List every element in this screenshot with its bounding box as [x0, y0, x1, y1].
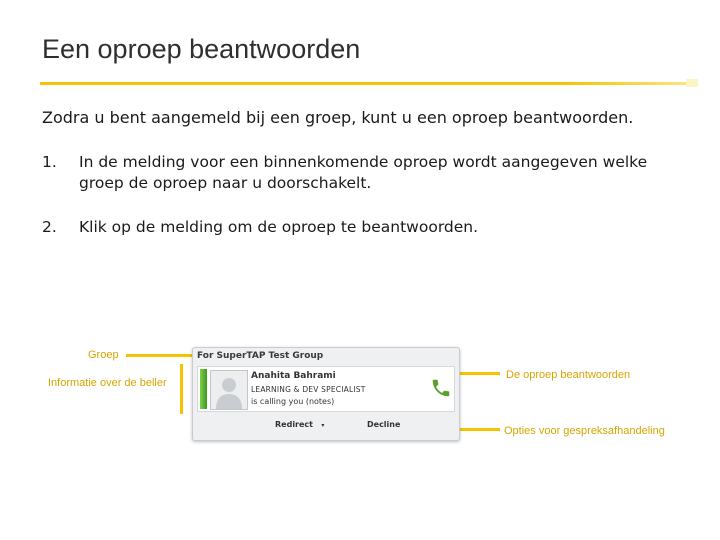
callout-group-label: Groep: [88, 349, 119, 361]
callout-answer-line: [458, 372, 500, 375]
slide-title: Een oproep beantwoorden: [42, 34, 361, 64]
caller-name: Anahita Bahrami: [251, 371, 336, 381]
callout-group-line: [126, 354, 192, 357]
steps-list: [42, 152, 682, 261]
call-status-text: is calling you (notes): [251, 397, 335, 406]
intro-text: Zodra u bent aangemeld bij een groep, kunt u een oproep beantwoorden.: [42, 108, 634, 127]
redirect-button[interactable]: [275, 420, 324, 429]
step-text: In de melding voor een binnenkomende oproep wordt aangegeven welke groep de oproep naar u doorschakelt.: [79, 153, 648, 192]
chevron-down-icon: ▾: [321, 422, 325, 429]
step-number: 1.: [42, 153, 57, 171]
redirect-label: Redirect: [275, 420, 313, 429]
avatar: [210, 370, 248, 410]
callout-answer-label: De oproep beantwoorden: [506, 369, 631, 381]
title-underline-fade: [686, 79, 698, 87]
step-number: 2.: [42, 218, 57, 236]
status-indicator-bar: [200, 369, 207, 409]
step-item: [42, 217, 682, 238]
callout-caller-info-label: Informatie over de beller: [48, 377, 167, 389]
callout-caller-info-bracket: [180, 364, 183, 414]
step-text: Klik op de melding om de oproep te beantwoorden.: [79, 218, 479, 236]
notification-body[interactable]: [197, 366, 455, 412]
call-options-bar: [197, 415, 453, 435]
caller-title: LEARNING & DEV SPECIALIST: [251, 385, 366, 394]
callout-options-line: [458, 428, 500, 431]
incoming-call-notification[interactable]: [192, 347, 460, 441]
notification-group-header: For SuperTAP Test Group: [197, 351, 324, 361]
answer-call-button[interactable]: [430, 377, 452, 399]
phone-icon: [430, 377, 452, 399]
decline-button[interactable]: Decline: [367, 420, 401, 429]
person-silhouette-icon: [211, 371, 247, 409]
title-underline: [40, 82, 695, 85]
callout-options-label: Opties voor gespreksafhandeling: [504, 425, 665, 437]
step-item: [42, 152, 682, 194]
